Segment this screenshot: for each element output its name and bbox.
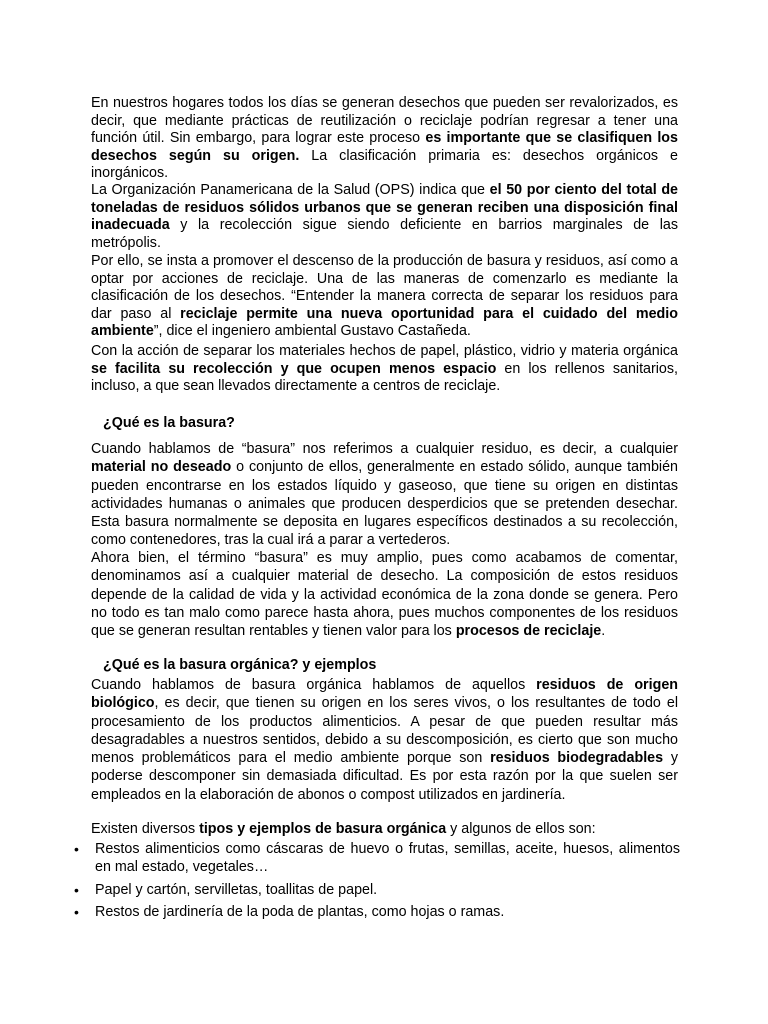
heading-que-es-basura: ¿Qué es la basura? [103, 415, 235, 431]
text-run: La Organización Panamericana de la Salud (OPS) indica que [91, 182, 490, 198]
text-run: La clasificación primaria es: desechos orgánicos e inorgánicos. [91, 147, 678, 182]
text-run: y poderse descomponer sin demasiada dificultad. Es por esta razón por la que suelen ser empleados en la elaboración de abonos o compost utilizados en jardinería. [91, 750, 678, 803]
bullet-icon: • [74, 881, 79, 898]
bold-text: se facilita su recolección y que ocupen menos espacio [91, 360, 497, 377]
bullet-icon: • [74, 904, 79, 921]
list-item: • Restos alimenticios como cáscaras de huevo o frutas, semillas, aceite, huesos, alimentos en mal estado, vegetales… [74, 841, 680, 875]
text-run: Existen diversos [91, 821, 200, 837]
bold-text: el 50 por ciento del total de toneladas de residuos sólidos urbanos que se generan reciben una disposición final inadecuada [91, 182, 678, 234]
paragraph-tipos [91, 820, 678, 838]
bold-text: residuos biodegradables [490, 750, 664, 767]
paragraph-basura-definicion [91, 440, 678, 550]
text-run: Ahora bien, el término “basura” es muy amplio, pues como acabamos de comentar, denominamos así a cualquier material de desecho. La composición de estos residuos depende de la calidad de vida y la actividad económica de la zona donde se genera. Pero no todo es tan malo como parece hasta ahora, pues muchos componentes de los residuos que se generan resultan rentables y tienen valor para los [91, 550, 678, 640]
text-run: ”, dice el ingeniero ambiental Gustavo Castañeda. [153, 323, 471, 340]
text-run: Por ello, se insta a promover el descenso de la producción de basura y residuos, así como a optar por acciones de reciclaje. Una de las maneras de comenzarlo es mediante la clasificación de los desechos. “Entender la manera correcta de separar los residuos para dar paso al [91, 253, 678, 322]
text-run: Cuando hablamos de basura orgánica hablamos de aquellos [91, 677, 537, 693]
text-run: en los rellenos sanitarios, incluso, a que sean llevados directamente a centros de reciclaje. [91, 360, 679, 395]
bold-text: tipos y ejemplos de basura orgánica [199, 821, 447, 837]
paragraph-ops [91, 182, 678, 252]
heading-basura-organica: ¿Qué es la basura orgánica? y ejemplos [103, 657, 377, 673]
text-run: En nuestros hogares todos los días se generan desechos que pueden ser revalorizados, es decir, que mediante prácticas de reutilización o reciclaje podrían regresar a tener una función útil. Sin embargo, para lograr este proceso [91, 95, 678, 147]
bold-text: reciclaje permite una nueva oportunidad para el cuidado del medio ambiente [91, 305, 678, 340]
text-run: Cuando hablamos de “basura” nos referimos a cualquier residuo, es decir, a cualquier [91, 441, 678, 457]
text-run: Con la acción de separar los materiales hechos de papel, plástico, vidrio y materia orgánica [91, 343, 678, 359]
text-run: y la recolección sigue siendo deficiente en barrios marginales de las metrópolis. [91, 217, 678, 251]
text-run: y algunos de ellos son: [446, 821, 596, 837]
text-run: o conjunto de ellos, generalmente en estado sólido, aunque también pueden encontrarse en los estados líquido y gaseoso, que tiene su origen en distintas actividades humanas o animales que producen desperdicios que se pretenden desechar. Esta basura normalmente se deposita en lugares específicos destinados a su recolección, como contenedores, tras la cual irá a parar a vertederos. [91, 459, 678, 549]
bold-text: procesos de reciclaje [455, 623, 602, 640]
list-item: • Papel y cartón, servilletas, toallitas de papel. [74, 881, 378, 898]
text-run: . [601, 623, 606, 640]
paragraph-intro [91, 95, 678, 183]
bullet-icon: • [74, 841, 79, 857]
paragraph-basura-amplio [91, 549, 678, 640]
paragraph-separar [91, 343, 678, 396]
paragraph-basura-organica [91, 676, 678, 804]
bold-text: es importante que se clasifiquen los desechos según su origen. [91, 130, 678, 164]
bold-text: residuos de origen biológico [91, 677, 679, 712]
bold-text: material no deseado [91, 459, 232, 476]
list-item: • Restos de jardinería de la poda de plantas, como hojas o ramas. [74, 904, 505, 921]
paragraph-promover [91, 253, 678, 341]
organic-waste-list [0, 841, 680, 927]
text-run: , es decir, que tienen su origen en los seres vivos, o los resultantes de todo el procesamiento de los productos alimenticios. A pesar de que pueden resultar más desagradables a nuestros sentidos, debido a su descomposición, es cierto que son mucho menos problemáticos para el medio ambiente porque son [91, 695, 678, 767]
